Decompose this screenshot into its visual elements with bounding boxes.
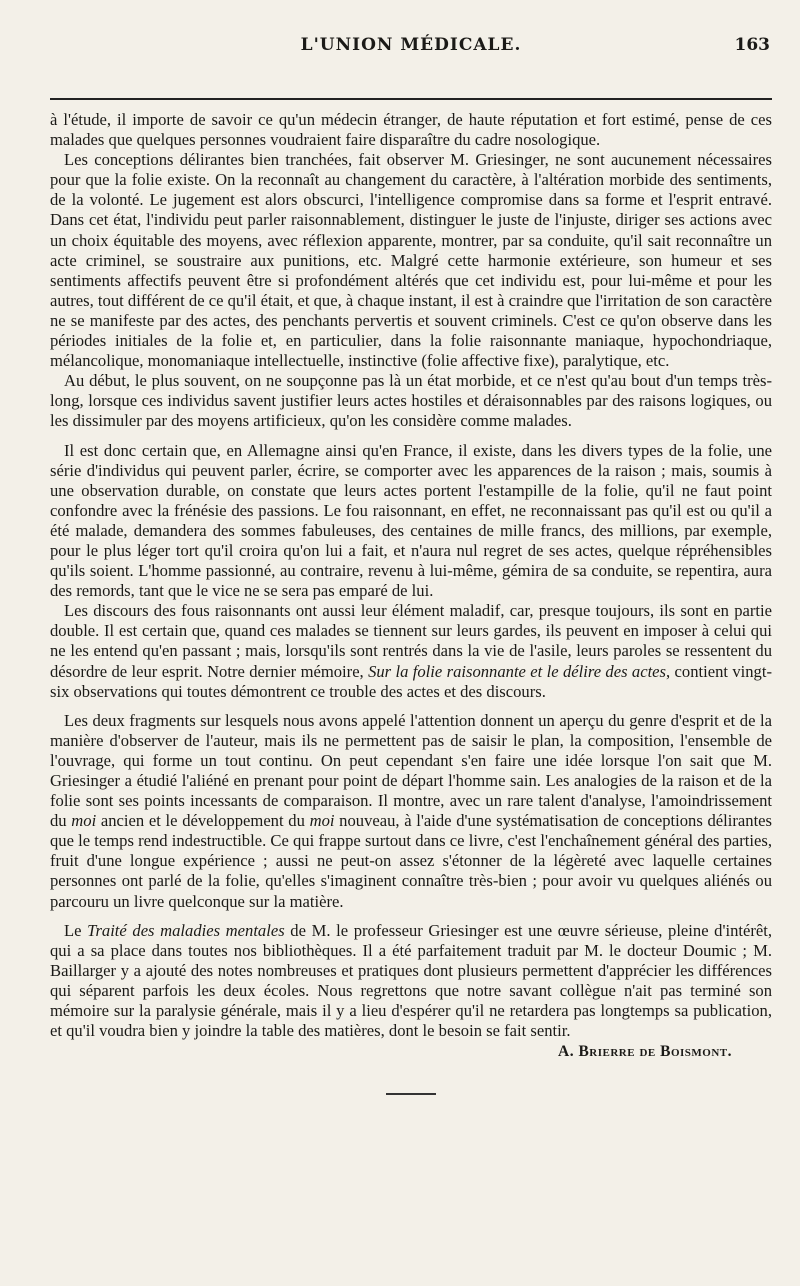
text-run: à l'étude, il importe de savoir ce qu'un médecin étranger, de haute réputation et fort estimé, pense de ces malades que quelques personnes voudraient faire disparaître du cadre nosologique. (50, 110, 772, 150)
page-header (50, 30, 772, 60)
italic-text: moi (71, 811, 97, 831)
italic-text: Sur la folie raisonnante et le délire des actes (368, 661, 667, 681)
text-run: Le (64, 920, 88, 940)
author-signature (50, 1043, 772, 1061)
paragraph (50, 921, 772, 1042)
text-run: de M. le professeur Griesinger est une œuvre sérieuse, pleine d'intérêt, qui a sa place dans toutes nos bibliothèques. Il a été parfaitement traduit par M. le docteur Doumic ; M. Baillarger y a ajouté des notes nombreuses et pratiques dont plusieurs permettent d'apprécier les différences qui séparent parfois les deux écoles. Nous regrettons que notre savant collègue n'ait pas terminé son mémoire sur la paralysie générale, mais il y a lieu d'espérer qu'il ne retardera pas longtemps sa publication, et qu'il voudra bien y joindre la table des matières, dont le besoin se fait sentir. (50, 920, 773, 1041)
page-number: 163 (734, 35, 770, 55)
signature-name: Brierre de Boismont. (578, 1043, 732, 1061)
paragraph (50, 150, 772, 371)
paragraph (50, 441, 772, 602)
text-run: Les deux fragments sur lesquels nous avons appelé l'attention donnent un aperçu du genre d'esprit et de la manière d'observer de l'auteur, mais ils ne permettent pas de saisir le plan, la composition, l'ensemble de l'ouvrage, qui forme un tout continu. On peut cependant s'en faire une idée lorsque l'on sait que M. Griesinger a étudié l'aliéné en prenant pour point de départ l'homme sain. Les analogies de la raison et de la folie sont ses points incessants de comparaison. Il montre, avec un rare talent d'analyse, l'amoindrissement du (50, 710, 772, 831)
text-run: Les conceptions délirantes bien tranchées, fait observer M. Griesinger, ne sont aucunement nécessaires pour que la folie existe. On la reconnaît au changement du caractère, à l'altération morbide des sentiments, de la volonté. Le jugement est alors obscurci, l'intelligence compromise dans sa forme et l'esprit entravé. Dans cet état, l'individu peut parler raisonnablement, distinguer le juste de l'injuste, diriger ses actions avec un choix équitable des moyens, avec réflexion apparente, montrer, par sa conduite, qu'il sait reconnaître un acte criminel, se soustraire aux punitions, etc. Malgré cette harmonie extérieure, son humeur et ses sentiments affectifs peuvent être si profondément altérés que cet individu est, pour lui-même et pour les autres, tout différent de ce qu'il était, et que, à chaque instant, il est à craindre que l'irritation de son caractère ne se manifeste par des actes, des penchants pervertis et souvent criminels. C'est ce qu'on observe dans les périodes initiales de la folie et, en particulier, dans la folie raisonnante maniaque, hypochondriaque, mélancolique, monomaniaque intellectuelle, instinctive (folie affective fixe), paralytique, etc. (50, 150, 772, 371)
text-run: , contient vingt-six observations qui toutes démontrent ce trouble des actes et des discours. (50, 661, 772, 701)
text-run: Il est donc certain que, en Allemagne ainsi qu'en France, il existe, dans les divers types de la folie, une série d'individus qui peuvent parler, écrire, se comporter avec les apparences de la raison ; mais, soumis à une observation durable, on constate que leurs actes portent l'estampille de la folie, qu'il ne faut point confondre avec la frénésie des passions. Le fou raisonnant, en effet, ne reconnaissant pas qu'il est ou qu'il a été malade, demandera des sommes fabuleuses, des centaines de mille francs, des millions, par exemple, pour le plus léger tort qu'il croira qu'on lui a fait, et n'aura nul regret de ses actes, quelque répréhensibles qu'ils soient. L'homme passionné, au contraire, revenu à lui-même, gémira de sa conduite, se repentira, aura des remords, tant que le vice ne se sera pas emparé de lui. (50, 440, 772, 601)
italic-text: Traité des maladies mentales (87, 920, 285, 940)
paragraph (50, 110, 772, 150)
bleed-through-texture (50, 1148, 772, 1268)
italic-text: moi (309, 811, 335, 831)
text-run: nouveau, à l'aide d'une systématisation de conceptions délirantes que le temps rend indestructible. Ce qui frappe surtout dans ce livre, c'est l'enchaînement général des parties, fruit d'une longue expérience ; aussi ne peut-on assez s'étonner de la légèreté avec laquelle certaines personnes ont parlé de la folie, qu'elles s'imaginent connaître très-bien ; pour avoir vu quelques aliénés ou parcouru un livre quelconque sur la matière. (50, 811, 773, 911)
header-rule (50, 98, 772, 100)
text-run: Les discours des fous raisonnants ont aussi leur élément maladif, car, presque toujours, ils sont en partie double. Il est certain que, quand ces malades se tiennent sur leurs gardes, ils peuvent en imposer à celui qui ne les entend qu'en passant ; mais, lorsqu'ils sont rentrés dans la vie de l'asile, leurs paroles se ressentent du désordre de leur esprit. Notre dernier mémoire, (50, 601, 772, 681)
paragraph (50, 711, 772, 912)
text-run: Au début, le plus souvent, on ne soupçonne pas là un état morbide, et ce n'est qu'au bout d'un temps très-long, lorsque ces individus savent justifier leurs actes hostiles et déraisonnables par des raisons logiques, ou les dissimuler par des moyens artificieux, qu'on les considère comme malades. (50, 371, 772, 431)
paragraph (50, 371, 772, 431)
signature-initial: A. (558, 1043, 579, 1061)
text-run: ancien et le développement du (96, 811, 310, 831)
running-title: L'UNION MÉDICALE. (300, 35, 522, 55)
end-rule (386, 1093, 436, 1095)
paragraph (50, 601, 772, 701)
article-body (50, 110, 772, 1041)
